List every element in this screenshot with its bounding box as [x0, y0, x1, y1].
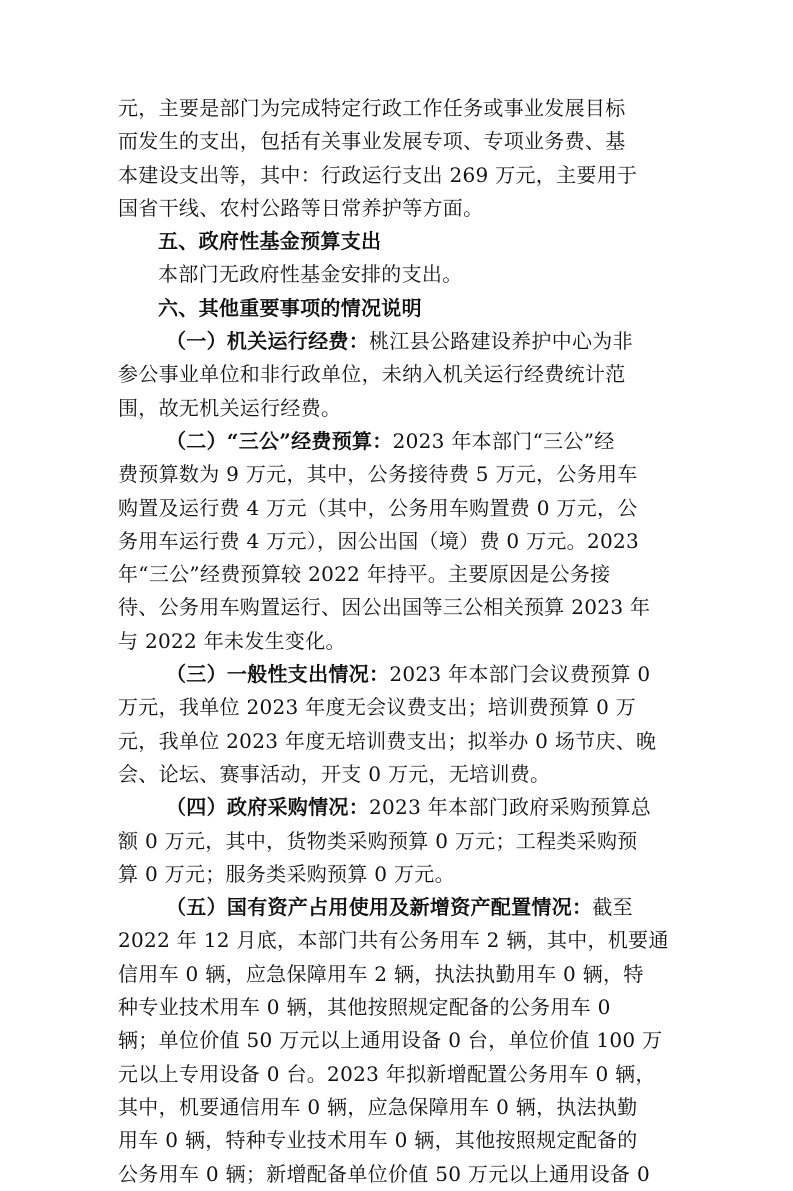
- text-line: 算 0 万元；服务类采购预算 0 万元。: [118, 861, 455, 886]
- section-5-body: 本部门无政府性基金安排的支出。: [158, 262, 463, 287]
- text-line: 费预算数为 9 万元，其中，公务接待费 5 万元，公务用车: [118, 462, 638, 487]
- paragraph-1-text: 桃江县公路建设养护中心为非: [369, 329, 633, 354]
- text-line: 与 2022 年未发生变化。: [118, 628, 346, 653]
- text-line: 公务用车 0 辆；新增配备单位价值 50 万元以上通用设备 0: [118, 1161, 650, 1186]
- text-line: 待、公务用车购置运行、因公出国等三公相关预算 2023 年: [118, 595, 651, 620]
- document-page: [118, 92, 678, 1191]
- text-line: 信用车 0 辆，应急保障用车 2 辆，执法执勤用车 0 辆，特: [118, 961, 644, 986]
- text-line: 参公事业单位和非行政单位，未纳入机关运行经费统计范: [118, 362, 626, 387]
- text-line: 国省干线、农村公路等日常养护等方面。: [118, 195, 484, 220]
- paragraph-4-label: （四）政府采购情况：: [166, 795, 369, 820]
- paragraph-5-text: 截至: [592, 895, 633, 920]
- text-line: 年“三公”经费预算较 2022 年持平。主要原因是公务接: [118, 562, 611, 587]
- text-line: 会、论坛、赛事活动，开支 0 万元，无培训费。: [118, 761, 551, 786]
- text-line: 辆；单位价值 50 万元以上通用设备 0 台，单位价值 100 万: [118, 1028, 663, 1053]
- paragraph-5-label: （五）国有资产占用使用及新增资产配置情况：: [166, 895, 593, 920]
- paragraph-3-text: 2023 年本部门会议费预算 0: [389, 662, 651, 687]
- text-line: 额 0 万元，其中，货物类采购预算 0 万元；工程类采购预: [118, 828, 638, 853]
- text-line: 元，我单位 2023 年度无培训费支出；拟举办 0 场节庆、晚: [118, 728, 657, 753]
- text-line: 元以上专用设备 0 台。2023 年拟新增配置公务用车 0 辆，: [118, 1061, 656, 1086]
- section-6-heading: 六、其他重要事项的情况说明: [158, 295, 422, 320]
- text-line: 种专业技术用车 0 辆，其他按照规定配备的公务用车 0: [118, 995, 611, 1020]
- paragraph-2-text: 2023 年本部门“三公”经: [392, 428, 615, 453]
- paragraph-1-label: （一）机关运行经费：: [166, 329, 369, 354]
- paragraph-5-first-line: [118, 891, 678, 924]
- text-line: 购置及运行费 4 万元（其中，公务用车购置费 0 万元，公: [118, 495, 638, 520]
- text-line: 万元，我单位 2023 年度无会议费支出；培训费预算 0 万: [118, 695, 637, 720]
- paragraph-2-label: （二）“三公”经费预算：: [166, 428, 393, 453]
- paragraph-2-first-line: [118, 425, 678, 458]
- text-line: 围，故无机关运行经费。: [118, 395, 342, 420]
- paragraph-3-first-line: [118, 658, 678, 691]
- paragraph-4-first-line: [118, 791, 678, 824]
- text-line: 而发生的支出，包括有关事业发展专项、专项业务费、基: [118, 129, 626, 154]
- section-5-heading: 五、政府性基金预算支出: [158, 229, 382, 254]
- paragraph-1-first-line: [118, 325, 678, 358]
- paragraph-4-text: 2023 年本部门政府采购预算总: [369, 795, 652, 820]
- text-line: 其中，机要通信用车 0 辆，应急保障用车 0 辆，执法执勤: [118, 1094, 638, 1119]
- text-line: 务用车运行费 4 万元），因公出国（境）费 0 万元。2023: [118, 528, 640, 553]
- paragraph-3-label: （三）一般性支出情况：: [166, 662, 390, 687]
- text-line: 2022 年 12 月底，本部门共有公务用车 2 辆，其中，机要通: [118, 928, 669, 953]
- text-line: 本建设支出等，其中：行政运行支出 269 万元，主要用于: [118, 162, 638, 187]
- text-line: 元，主要是部门为完成特定行政工作任务或事业发展目标: [118, 96, 626, 120]
- text-line: 用车 0 辆，特种专业技术用车 0 辆，其他按照规定配备的: [118, 1128, 638, 1153]
